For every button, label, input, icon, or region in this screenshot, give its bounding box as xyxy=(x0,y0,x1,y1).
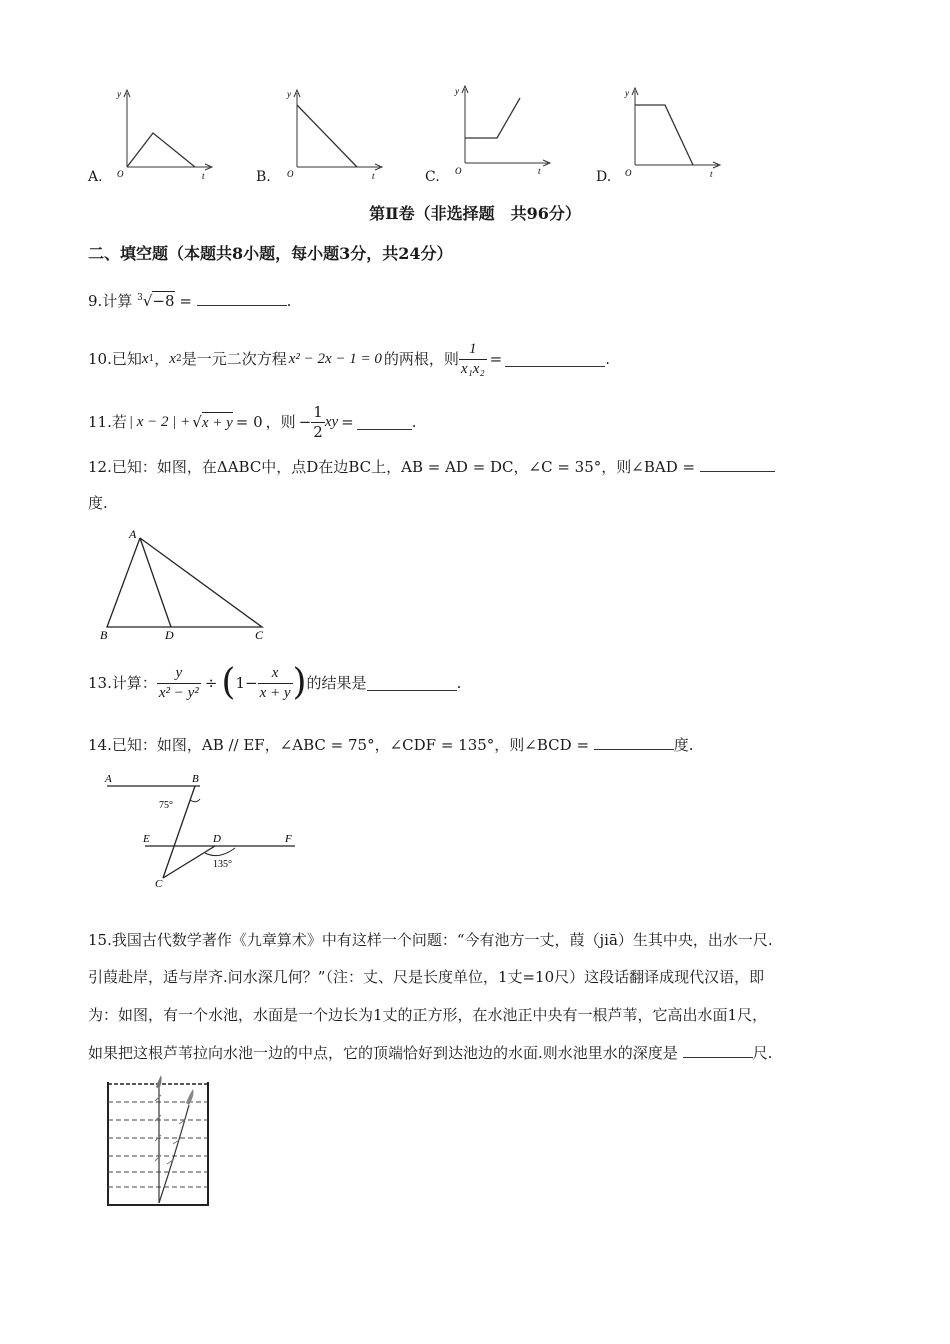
q11-frac-den: 2 xyxy=(313,422,323,441)
q11-xy: xy xyxy=(324,414,339,430)
q13-div: ÷ xyxy=(204,674,218,692)
q13-tail: 的结果是 xyxy=(306,674,367,692)
q11-end: . xyxy=(411,413,417,431)
q11-equals: = xyxy=(341,413,354,431)
q14-number: 14. xyxy=(88,736,112,754)
q12-continuation: 度. xyxy=(88,494,108,512)
y-axis-label: y xyxy=(287,89,291,99)
q9-radicand: −8 xyxy=(152,292,175,310)
q15-unit: 尺. xyxy=(752,1044,773,1062)
q11-tail: ，则 xyxy=(265,413,296,431)
pond-reed-figure xyxy=(105,1075,215,1210)
q13-right-paren: ) xyxy=(292,662,307,703)
question-12 xyxy=(88,456,775,477)
q9-lead: 计算 xyxy=(102,292,133,310)
y-axis-label: y xyxy=(625,88,629,98)
q13-fraction-1 xyxy=(157,664,201,703)
q9-number: 9. xyxy=(88,292,103,310)
q11-expr: | x − 2 | + xyxy=(128,414,191,430)
q15-answer-blank[interactable] xyxy=(683,1042,753,1058)
q11-answer-blank[interactable] xyxy=(357,414,412,430)
origin-label: O xyxy=(455,166,462,176)
q10-x1: x xyxy=(141,351,149,367)
label-c: C xyxy=(255,628,264,642)
q13-answer-blank[interactable] xyxy=(367,675,457,691)
origin-label: O xyxy=(625,168,632,178)
q12-text: 已知：如图，在ΔABC中，点D在边BC上，AB = AD = DC，∠C = 35°，则∠BAD = xyxy=(111,458,696,476)
q12-number: 12. xyxy=(88,458,112,476)
q10-answer-blank[interactable] xyxy=(505,351,605,367)
label-e: E xyxy=(143,833,150,845)
q13-left-paren: ( xyxy=(221,662,236,703)
q10-frac-den: x₁x₂ xyxy=(460,360,485,377)
angle-75: 75° xyxy=(159,800,173,811)
q10-lead: 已知 xyxy=(111,350,142,368)
graph-b xyxy=(275,85,385,180)
q13-one-minus: 1− xyxy=(235,674,258,692)
question-13 xyxy=(88,656,461,710)
q15-line-2: 引葭赴岸，适与岸齐.问水深几何？”（注：丈、尺是长度单位，1丈=10尺）这段话翻译成现代汉语，即 xyxy=(88,968,765,986)
triangle-abc-figure xyxy=(95,525,280,645)
q10-sub2: 2 xyxy=(175,354,182,364)
q11-frac-num: 1 xyxy=(313,402,323,421)
graph-d xyxy=(615,85,725,180)
q11-radicand: x + y xyxy=(202,412,233,433)
origin-label: O xyxy=(287,169,294,179)
q10-end: . xyxy=(605,350,611,368)
angle-135: 135° xyxy=(213,859,232,870)
q10-sub1: 1 xyxy=(148,354,155,364)
label-d: D xyxy=(165,628,174,642)
q13-lead: 计算： xyxy=(111,674,157,692)
q10-equation: x² − 2x − 1 = 0 xyxy=(288,351,382,367)
options-row xyxy=(0,85,950,185)
q13-end: . xyxy=(456,674,462,692)
q14-unit: 度. xyxy=(673,736,694,754)
q11-minus: − xyxy=(298,413,312,431)
label-c: C xyxy=(155,878,163,888)
q13-fraction-2 xyxy=(258,664,293,703)
q11-fraction xyxy=(311,403,325,442)
part2-heading: 二、填空题（本题共8小题，每小题3分，共24分） xyxy=(88,244,453,263)
q15-line-4: 如果把这根芦苇拉向水池一边的中点，它的顶端恰好到达池边的水面.则水池里水的深度是 xyxy=(88,1044,678,1062)
y-axis-label: y xyxy=(117,89,121,99)
q10-fraction xyxy=(459,340,487,379)
label-a: A xyxy=(129,527,137,541)
label-a: A xyxy=(105,773,112,785)
parallel-lines-figure xyxy=(95,770,310,888)
q9-root-index: 3 xyxy=(137,293,143,303)
q14-answer-blank[interactable] xyxy=(594,734,674,750)
q14-text: 已知：如图，AB // EF，∠ABC = 75°，∠CDF = 135°，则∠BCD = xyxy=(111,736,590,754)
label-d: D xyxy=(213,833,221,845)
q13-number: 13. xyxy=(88,674,112,692)
q11-lead: 若 xyxy=(111,413,127,431)
label-b: B xyxy=(100,628,108,642)
question-14 xyxy=(88,734,694,755)
t-axis-label: t xyxy=(202,171,205,180)
question-9 xyxy=(88,288,291,311)
q11-eq0: = 0 xyxy=(235,413,263,431)
y-axis-label: y xyxy=(455,86,459,96)
question-11 xyxy=(88,400,417,444)
q9-equals: = xyxy=(179,292,192,310)
graph-c xyxy=(445,85,555,180)
q13-f2-den: x + y xyxy=(259,684,291,701)
q10-x2: x xyxy=(169,351,176,367)
option-b-label: B. xyxy=(256,169,271,185)
question-10 xyxy=(88,336,610,382)
q10-tail: 的两根，则 xyxy=(383,350,459,368)
q9-radical: √ xyxy=(142,292,153,310)
option-a-label: A. xyxy=(88,169,103,185)
q15-line-3: 为：如图，有一个水池，水面是一个边长为1丈的正方形，在水池正中央有一根芦苇，它高出水面1尺， xyxy=(88,1006,768,1024)
t-axis-label: t xyxy=(372,171,375,180)
q11-radical: √ xyxy=(192,413,202,431)
question-15-tail xyxy=(88,1042,772,1063)
t-axis-label: t xyxy=(538,166,541,176)
q10-number: 10. xyxy=(88,350,112,368)
q12-answer-blank[interactable] xyxy=(700,456,775,472)
q15-line-1: 15.我国古代数学著作《九章算术》中有这样一个问题：“今有池方一丈，葭（jiā）生其中央，出水一尺. xyxy=(88,931,773,949)
origin-label: O xyxy=(117,169,124,179)
graph-a xyxy=(105,85,215,180)
q13-f2-num: x xyxy=(258,664,293,684)
q10-frac-num: 1 xyxy=(459,340,487,360)
q9-end: . xyxy=(286,292,292,310)
section-title: 第Ⅱ卷（非选择题 共96分） xyxy=(369,204,581,223)
q10-equals: = xyxy=(489,350,503,368)
label-b: B xyxy=(192,773,199,785)
t-axis-label: t xyxy=(710,169,713,179)
q10-comma: ， xyxy=(154,350,170,368)
q13-f1-num: y xyxy=(157,664,201,684)
label-f: F xyxy=(285,833,292,845)
option-d-label: D. xyxy=(596,169,612,185)
q9-answer-blank[interactable] xyxy=(197,290,287,306)
q11-number: 11. xyxy=(88,413,112,431)
option-c-label: C. xyxy=(425,169,440,185)
q13-f1-den: x² − y² xyxy=(158,684,199,701)
q10-mid: 是一元二次方程 xyxy=(181,350,287,368)
